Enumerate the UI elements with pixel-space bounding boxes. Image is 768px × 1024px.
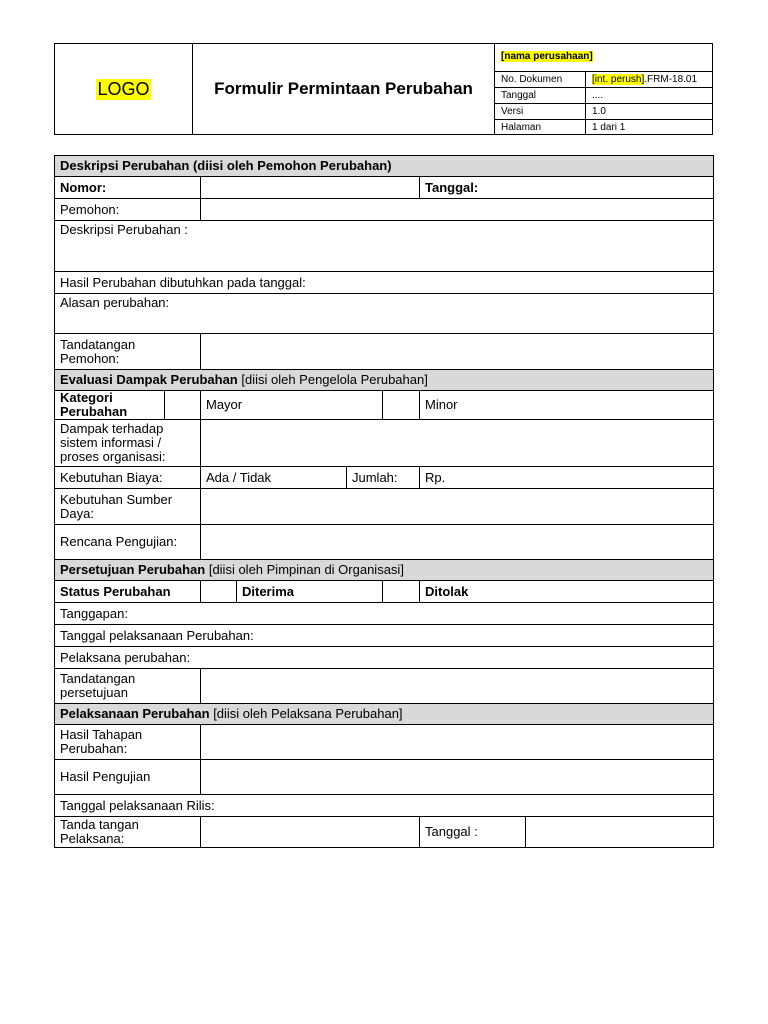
document-meta-table (494, 43, 713, 135)
section-pelaksanaan-header (55, 704, 714, 725)
logo-cell (55, 44, 193, 134)
ttd-persetujuan-label: Tandatangan persetujuan (55, 669, 201, 704)
section-evaluasi-note: [diisi oleh Pengelola Perubahan] (237, 372, 428, 387)
ttd-pemohon-label: Tandatangan Pemohon: (55, 334, 201, 370)
hasil-pengujian-field[interactable] (201, 760, 714, 795)
status-label: Status Perubahan (55, 581, 201, 603)
biaya-label: Kebutuhan Biaya: (55, 467, 201, 489)
section-persetujuan-title: Persetujuan Perubahan (60, 562, 206, 577)
rp-field[interactable]: Rp. (420, 467, 714, 489)
tgl-rilis-field[interactable]: Tanggal pelaksanaan Rilis: (55, 795, 714, 817)
company-name-cell (495, 43, 714, 71)
minor-checkbox[interactable] (383, 391, 420, 420)
ttd-pelaksana-field[interactable] (201, 817, 420, 848)
hasil-tahapan-label: Hasil Tahapan Perubahan: (55, 725, 201, 760)
tanggal-pelaksana-field[interactable] (526, 817, 714, 848)
section-evaluasi-title: Evaluasi Dampak Perubahan (60, 372, 238, 387)
nomor-label: Nomor: (55, 177, 201, 199)
sumber-daya-label: Kebutuhan Sumber Daya: (55, 489, 201, 525)
ttd-persetujuan-field[interactable] (201, 669, 714, 704)
dampak-field[interactable] (201, 420, 714, 467)
tanggal-pelaksana-label: Tanggal : (420, 817, 526, 848)
pemohon-field[interactable] (201, 199, 714, 221)
section-persetujuan-header (55, 560, 714, 581)
meta-label: Tanggal (495, 87, 586, 103)
tgl-pelaksanaan-field[interactable]: Tanggal pelaksanaan Perubahan: (55, 625, 714, 647)
document-header (54, 43, 713, 135)
kategori-label: Kategori Perubahan (55, 391, 165, 420)
mayor-label: Mayor (201, 391, 383, 420)
rencana-pengujian-field[interactable] (201, 525, 714, 560)
meta-value: .... (586, 87, 714, 103)
ditolak-label: Ditolak (420, 581, 714, 603)
section-evaluasi-header (55, 370, 714, 391)
meta-label: Halaman (495, 119, 586, 135)
hasil-perubahan-field[interactable]: Hasil Perubahan dibutuhkan pada tanggal: (55, 272, 714, 294)
meta-value: 1 dari 1 (586, 119, 714, 135)
alasan-field[interactable]: Alasan perubahan: (55, 294, 714, 334)
rencana-pengujian-label: Rencana Pengujian: (55, 525, 201, 560)
company-name: [nama perusahaan] (501, 51, 593, 63)
section-deskripsi-header: Deskripsi Perubahan (diisi oleh Pemohon Perubahan) (55, 156, 714, 177)
change-request-form (54, 155, 714, 848)
meta-value-text: .FRM-18.01 (644, 73, 698, 85)
ada-tidak-option[interactable]: Ada / Tidak (201, 467, 347, 489)
ditolak-checkbox[interactable] (383, 581, 420, 603)
tanggapan-field[interactable]: Tanggapan: (55, 603, 714, 625)
ttd-pemohon-field[interactable] (201, 334, 714, 370)
diterima-label: Diterima (237, 581, 383, 603)
document-title: Formulir Permintaan Perubahan (193, 44, 495, 134)
jumlah-label: Jumlah: (347, 467, 420, 489)
meta-value-highlight: [int. perush] (592, 73, 645, 85)
nomor-field[interactable] (201, 177, 420, 199)
meta-label: No. Dokumen (495, 71, 586, 87)
pemohon-label: Pemohon: (55, 199, 201, 221)
ttd-pelaksana-label: Tanda tangan Pelaksana: (55, 817, 201, 848)
pelaksana-field[interactable]: Pelaksana perubahan: (55, 647, 714, 669)
section-pelaksanaan-note: [diisi oleh Pelaksana Perubahan] (209, 706, 403, 721)
deskripsi-field[interactable]: Deskripsi Perubahan : (55, 221, 714, 272)
logo: LOGO (97, 78, 150, 99)
sumber-daya-field[interactable] (201, 489, 714, 525)
hasil-tahapan-field[interactable] (201, 725, 714, 760)
meta-label: Versi (495, 103, 586, 119)
minor-label: Minor (420, 391, 714, 420)
section-persetujuan-note: [diisi oleh Pimpinan di Organisasi] (205, 562, 404, 577)
tanggal-label: Tanggal: (420, 177, 714, 199)
dampak-label: Dampak terhadap sistem informasi / proses organisasi: (55, 420, 201, 467)
meta-value (586, 71, 714, 87)
meta-value: 1.0 (586, 103, 714, 119)
diterima-checkbox[interactable] (201, 581, 237, 603)
section-pelaksanaan-title: Pelaksanaan Perubahan (60, 706, 210, 721)
mayor-checkbox[interactable] (165, 391, 201, 420)
hasil-pengujian-label: Hasil Pengujian (55, 760, 201, 795)
